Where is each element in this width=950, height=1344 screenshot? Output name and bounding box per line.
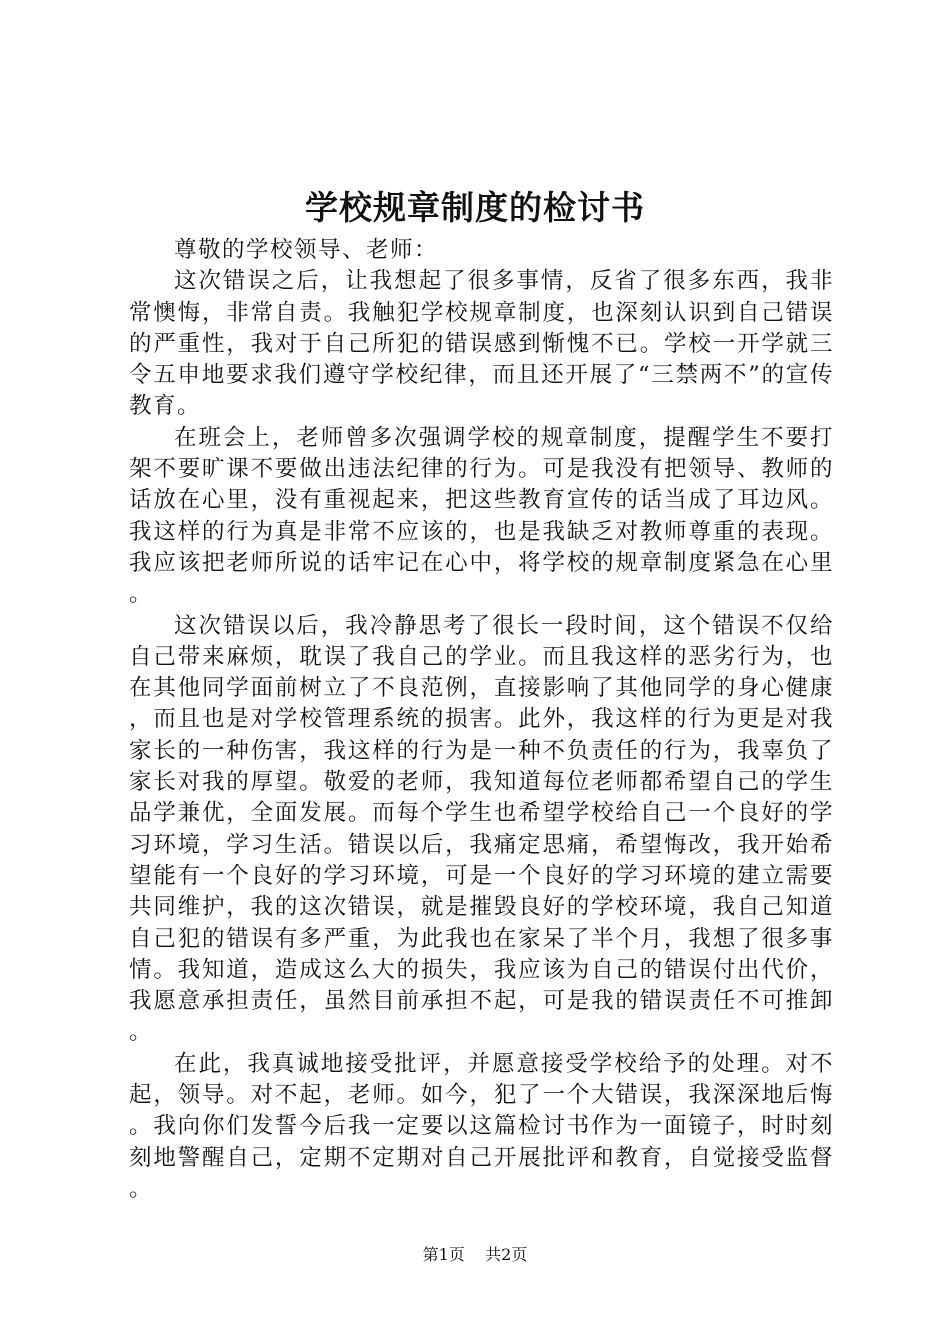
paragraph: 这次错误之后，让我想起了很多事情，反省了很多东西，我非常懊悔，非常自责。我触犯学校规章制度，也深刻认识到自己错误的严重性，我对于自己所犯的错误感到惭愧不已。学校一开学就三令五申地要求我们遵守学校纪律，而且还开展了“三禁两不”的宣传教育。 bbox=[129, 268, 834, 420]
page-number: 第1页 bbox=[422, 1245, 465, 1264]
footer-spacer bbox=[470, 1245, 480, 1264]
document-title: 学校规章制度的检讨书 bbox=[305, 188, 645, 227]
paragraph: 在此，我真诚地接受批评，并愿意接受学校给予的处理。对不起，领导。对不起，老师。如今，犯了一个大错误，我深深地后悔。我向你们发誓今后我一定要以这篇检讨书作为一面镜子，时时刻刻地警醒自己，定期不定期对自己开展批评和教育，自觉接受监督。 bbox=[129, 1050, 834, 1202]
salutation: 尊敬的学校领导、老师： bbox=[174, 237, 439, 263]
paragraph: 这次错误以后，我冷静思考了很长一段时间，这个错误不仅给自己带来麻烦，耽误了我自己的学业。而且我这样的恶劣行为，也在其他同学面前树立了不良范例，直接影响了其他同学的身心健康，而且也是对学校管理系统的损害。此外，我这样的行为更是对我家长的一种伤害，我这样的行为是一种不负责任的行为，我辜负了家长对我的厚望。敬爱的老师，我知道每位老师都希望自己的学生品学兼优，全面发展。而每个学生也希望学校给自己一个良好的学习环境，学习生活。错误以后，我痛定思痛，希望悔改，我开始希望能有一个良好的学习环境，可是一个良好的学习环境的建立需要共同维护，我的这次错误，就是摧毁良好的学校环境，我自己知道自己犯的错误有多严重，为此我也在家呆了半个月，我想了很多事情。我知道，造成这么大的损失，我应该为自己的错误付出代价，我愿意承担责任，虽然目前承担不起，可是我的错误责任不可推卸。 bbox=[129, 612, 834, 1046]
page-footer bbox=[0, 1243, 950, 1267]
page-total: 共2页 bbox=[485, 1245, 528, 1264]
paragraph: 在班会上，老师曾多次强调学校的规章制度，提醒学生不要打架不要旷课不要做出违法纪律的行为。可是我没有把领导、教师的话放在心里，没有重视起来，把这些教育宣传的话当成了耳边风。我这样的行为真是非常不应该的，也是我缺乏对教师尊重的表现。我应该把老师所说的话牢记在心中，将学校的规章制度紧急在心里。 bbox=[129, 424, 834, 608]
document-body bbox=[129, 235, 834, 1205]
